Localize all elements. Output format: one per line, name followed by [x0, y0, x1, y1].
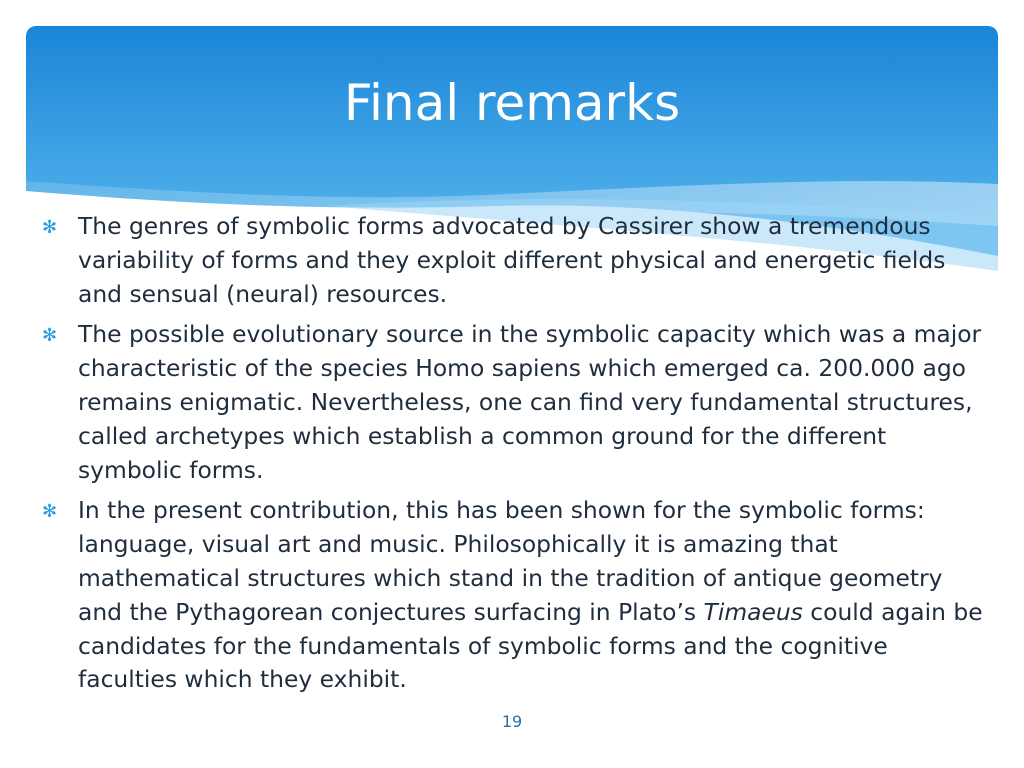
bullet-text [78, 496, 983, 693]
asterisk-bullet-icon: ✻ [42, 501, 58, 523]
bullet-text: The genres of symbolic forms advocated by Cassirer show a tremendous variability of forms and they exploit different physical and energetic fields and sensual (neural) resources. [78, 212, 946, 308]
bullet-text: The possible evolutionary source in the symbolic capacity which was a major characteristic of the species Homo sapiens which emerged ca. 200.000 ago remains enigmatic. Nevertheless, one can find very fundamental structures, called archetypes which establish a common ground for the different symbolic forms. [78, 320, 982, 484]
bullet-item [40, 494, 990, 697]
bullet-item [40, 210, 990, 311]
asterisk-bullet-icon: ✻ [42, 217, 58, 238]
work-title-timaeus: Timaeus [703, 597, 803, 626]
page-number: 19 [501, 712, 523, 731]
bullet-item [40, 318, 990, 487]
slide-title: Final remarks [343, 74, 681, 132]
bullet-list [40, 210, 990, 704]
bullet-text-part: In the present contribution, this has been shown for the symbolic forms: language, visual art and music. Philosophically it is amazing that mathematical structures which stand in the tradition of antique geometry and the Pythagorean conjectures surfacing in Plato’s [78, 496, 943, 626]
bullet-text-part: could again be candidates for the fundamentals of symbolic forms and the cognitive faculties which they exhibit. [78, 597, 983, 694]
asterisk-bullet-icon: ✻ [42, 325, 58, 347]
